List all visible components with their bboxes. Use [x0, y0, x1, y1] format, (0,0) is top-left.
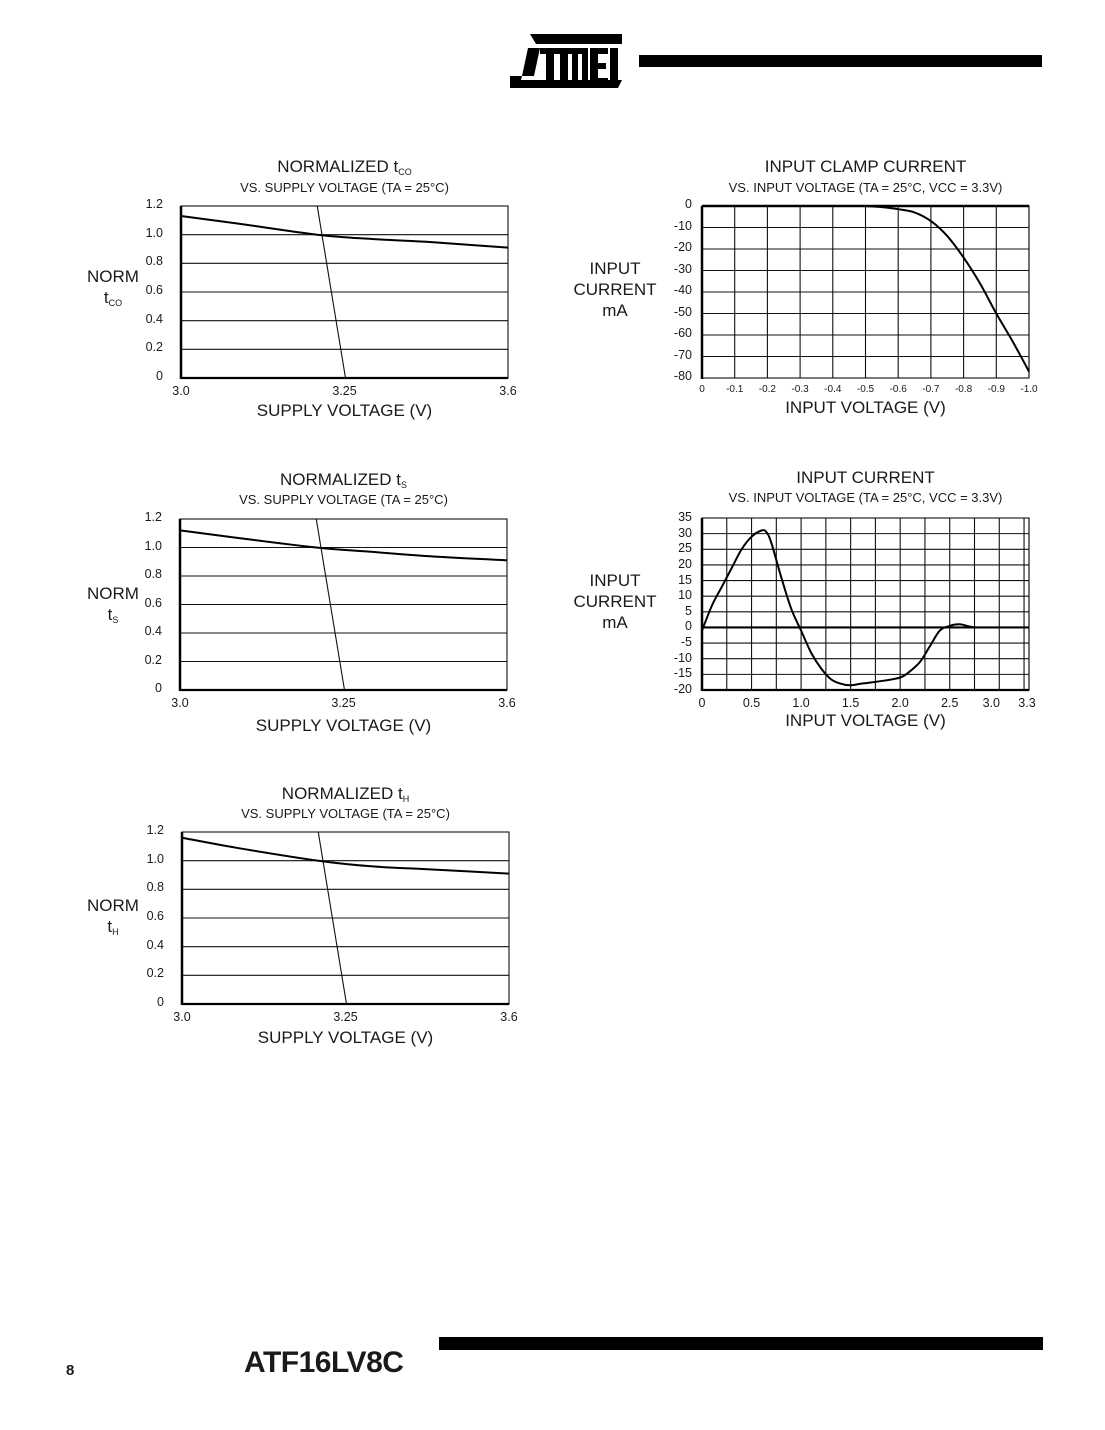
y-tick-label: 0: [685, 619, 692, 634]
y-tick-label: 0: [157, 995, 164, 1009]
chart-title: INPUT CLAMP CURRENT: [764, 157, 967, 176]
y-tick-label: 0.2: [144, 652, 162, 667]
x-tick-label: 3.0: [171, 696, 189, 710]
y-tick-label: 1.2: [146, 823, 164, 837]
chart-title: NORMALIZED $t_{CO}$: [277, 157, 412, 177]
y-axis-label: NORM $t_S$: [87, 584, 139, 625]
y-tick-label: 10: [678, 588, 692, 603]
x-tick-label: 3.6: [500, 1010, 518, 1024]
x-tick-label: 3.25: [331, 696, 356, 710]
y-tick-label: -5: [680, 635, 692, 650]
y-tick-label: 0.2: [146, 966, 164, 981]
x-tick-label: -0.1: [726, 384, 744, 395]
y-tick-label: 1.0: [146, 851, 164, 866]
x-axis-label: SUPPLY VOLTAGE (V): [257, 1028, 434, 1047]
chart-subtitle: VS. SUPPLY VOLTAGE (TA = 25°C): [241, 806, 450, 821]
y-tick-label: 15: [678, 572, 692, 587]
x-tick-label: -0.8: [954, 384, 973, 395]
x-tick-label: 0: [698, 696, 706, 710]
y-tick-label: 0.8: [146, 880, 164, 895]
y-tick-label: -30: [673, 261, 692, 276]
x-tick-label: 2.5: [941, 696, 959, 710]
y-tick-label: 1.2: [145, 197, 163, 211]
x-tick-label: -0.9: [987, 384, 1005, 395]
y-tick-label: 0: [685, 197, 692, 211]
data-series-line: [182, 838, 509, 874]
x-tick-label: 3.25: [332, 384, 357, 398]
logo-text: ATMEL: [510, 34, 514, 35]
x-tick-label: 3.6: [499, 384, 517, 398]
y-tick-label: 0.8: [144, 567, 162, 581]
y-tick-label: 25: [678, 541, 692, 556]
y-tick-label: 0.6: [144, 595, 162, 610]
y-axis-label: NORM $t_H$: [87, 896, 139, 937]
x-tick-label: -0.3: [791, 384, 809, 395]
x-tick-label: -0.4: [824, 384, 842, 395]
page-number: 8: [66, 1362, 75, 1379]
chart-title: INPUT CURRENT: [796, 468, 935, 487]
y-axis-label: INPUT CURRENT mA: [573, 259, 657, 320]
y-tick-label: -20: [673, 240, 692, 254]
x-tick-label: -1.0: [1020, 384, 1038, 395]
x-tick-label: 3.0: [982, 696, 1000, 710]
x-axis-label: INPUT VOLTAGE (V): [785, 398, 946, 417]
y-tick-label: 0.2: [145, 340, 163, 355]
document-title: ATF16LV8C: [244, 1346, 404, 1379]
x-axis-label: SUPPLY VOLTAGE (V): [256, 401, 433, 420]
y-tick-label: -60: [673, 326, 692, 340]
y-tick-label: 0.6: [145, 283, 163, 297]
header-rule: [639, 55, 1042, 67]
data-series-line: [180, 530, 507, 560]
footer-rule: [439, 1337, 1043, 1350]
x-tick-label: 3.0: [172, 384, 190, 398]
x-tick-label: -0.2: [758, 384, 776, 395]
y-tick-label: 1.2: [144, 510, 162, 524]
chart-title: NORMALIZED $t_H$: [281, 784, 410, 804]
x-tick-label: -0.7: [922, 384, 940, 395]
x-tick-label: 3.6: [498, 696, 516, 710]
atmel-logo: [510, 34, 622, 88]
x-tick-label: 2.0: [891, 696, 909, 710]
x-axis-label: INPUT VOLTAGE (V): [785, 711, 946, 730]
y-tick-label: 1.0: [145, 225, 163, 240]
y-tick-label: 0: [156, 369, 163, 383]
y-tick-label: 0.4: [146, 937, 164, 952]
y-tick-label: -70: [673, 347, 692, 362]
y-tick-label: 0.4: [144, 624, 162, 638]
x-tick-label: 3.3: [1018, 696, 1036, 710]
y-tick-label: -15: [673, 666, 692, 681]
y-tick-label: 20: [678, 556, 692, 571]
y-tick-label: -20: [673, 682, 692, 696]
y-tick-label: -10: [673, 650, 692, 665]
y-tick-label: 1.0: [144, 538, 162, 553]
x-tick-label: 1.5: [841, 696, 860, 710]
y-tick-label: -10: [673, 218, 692, 233]
y-tick-label: 5: [685, 603, 692, 618]
y-tick-label: -80: [673, 369, 692, 383]
y-axis-label: INPUT CURRENT mA: [573, 571, 657, 632]
y-tick-label: 35: [678, 510, 692, 524]
chart-subtitle: VS. INPUT VOLTAGE (TA = 25°C, VCC = 3.3V): [728, 490, 1003, 505]
data-series-line: [866, 206, 1030, 372]
x-tick-label: 3.25: [333, 1010, 358, 1024]
y-tick-label: -50: [673, 304, 692, 319]
y-tick-label: 0.4: [145, 311, 163, 326]
x-tick-label: 1.0: [792, 696, 810, 710]
chart-subtitle: VS. SUPPLY VOLTAGE (TA = 25°C): [240, 180, 449, 195]
y-tick-label: 0.6: [146, 909, 164, 923]
y-axis-label: NORM $t_{CO}$: [87, 267, 139, 308]
x-tick-label: 0.5: [742, 696, 761, 710]
chart-title: NORMALIZED $t_S$: [280, 470, 407, 490]
x-tick-label: 0: [699, 384, 705, 395]
chart-subtitle: VS. SUPPLY VOLTAGE (TA = 25°C): [239, 492, 448, 507]
x-tick-label: -0.6: [889, 384, 907, 395]
x-tick-label: 3.0: [173, 1010, 191, 1024]
data-series-line: [181, 216, 508, 248]
y-tick-label: -40: [673, 283, 692, 297]
data-series-line: [702, 530, 1029, 685]
chart-subtitle: VS. INPUT VOLTAGE (TA = 25°C, VCC = 3.3V): [728, 180, 1003, 195]
y-tick-label: 0: [155, 681, 162, 695]
y-tick-label: 30: [678, 525, 692, 540]
x-axis-label: SUPPLY VOLTAGE (V): [255, 716, 432, 735]
y-tick-label: 0.8: [145, 254, 163, 269]
x-tick-label: -0.5: [856, 384, 875, 395]
